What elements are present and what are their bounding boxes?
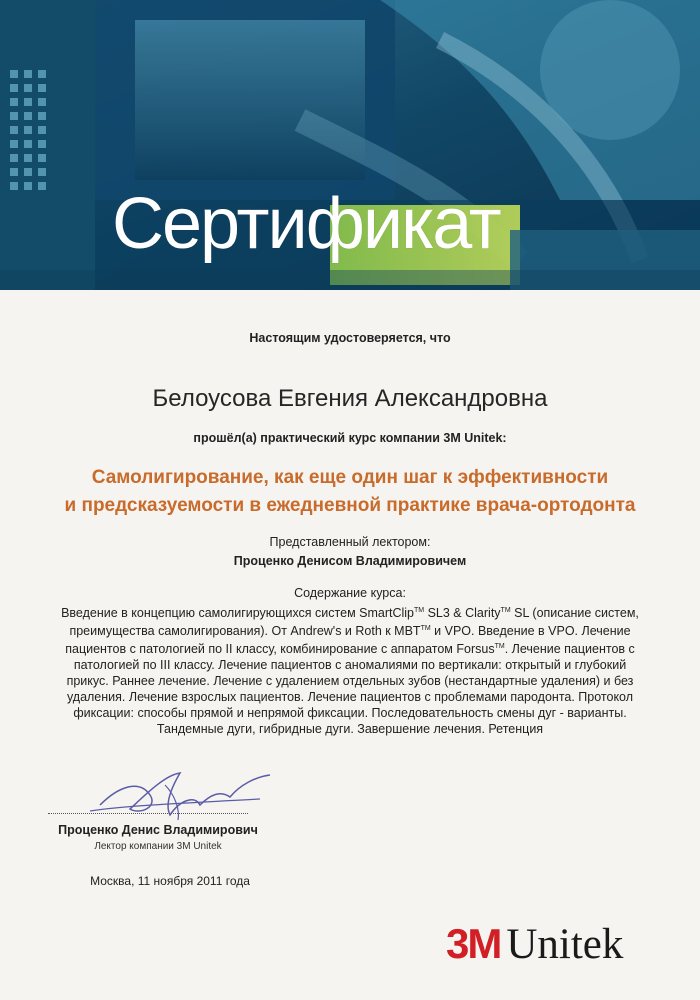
course-title-line-2: и предсказуемости в ежедневной практике врача-ортодонта [64, 495, 636, 516]
handwritten-signature [70, 765, 290, 825]
intro-text: Настоящим удостоверяется, что [249, 331, 451, 345]
course-title-line-1: Самолигирование, как еще один шаг к эффективности [91, 467, 609, 488]
content-label: Содержание курса: [294, 586, 406, 600]
signatory-name: Проценко Денис Владимирович [58, 823, 258, 837]
certificate-title: Сертификат [112, 184, 500, 264]
trademark-mark: TM [420, 625, 431, 632]
content-part-5: . Лечение пациентов с патологией по III классу. Лечение пациентов с аномалиями по вертикали: открытый и глубокий прикус. Раннее лечение. Лечение с удалением отдельных зубов (нестандартные удаления) и без удаления. Лечение взрослых пациентов. Лечение пациентов с проблемами пародонта. Протокол фиксации: способы прямой и непрямой фиксации. Последовательность смены дуг - варианты. Тандемные дуги, гибридные дуги. Завершение лечения. Ретенция [66, 642, 635, 736]
trademark-mark: TM [414, 607, 425, 614]
logo-brand: 3M [446, 920, 501, 967]
signatory-title: Лектор компании 3M Unitek [94, 841, 222, 852]
logo-product: Unitek [506, 921, 624, 968]
header-banner [0, 0, 700, 290]
content-part-3: SL (описание систем, преимущества самолигирования). От Andrew's и Roth к MBT [69, 606, 639, 638]
content-part-1: Введение в концепцию самолигирующихся систем SmartClip [61, 606, 415, 620]
trademark-mark: TM [500, 607, 511, 614]
content-part-4: и VPO. Введение в VPO. Лечение пациентов с патологией по II классу, комбинирование с аппаратом Forsus [65, 624, 631, 656]
lector-name: Проценко Денисом Владимировичем [233, 554, 467, 568]
signature-line [48, 813, 248, 814]
issue-date: Москва, 11 ноября 2011 года [90, 874, 250, 888]
course-intro-text: прошёл(а) практический курс компании 3M Unitek: [193, 431, 507, 445]
trademark-mark: TM [494, 643, 505, 650]
course-title [0, 464, 700, 520]
lector-label: Представленный лектором: [269, 535, 431, 549]
course-content-text [60, 603, 640, 737]
recipient-name: Белоусова Евгения Александровна [152, 385, 548, 412]
3m-unitek-logo [446, 920, 623, 970]
content-part-2: SL3 & Clarity [424, 606, 501, 620]
